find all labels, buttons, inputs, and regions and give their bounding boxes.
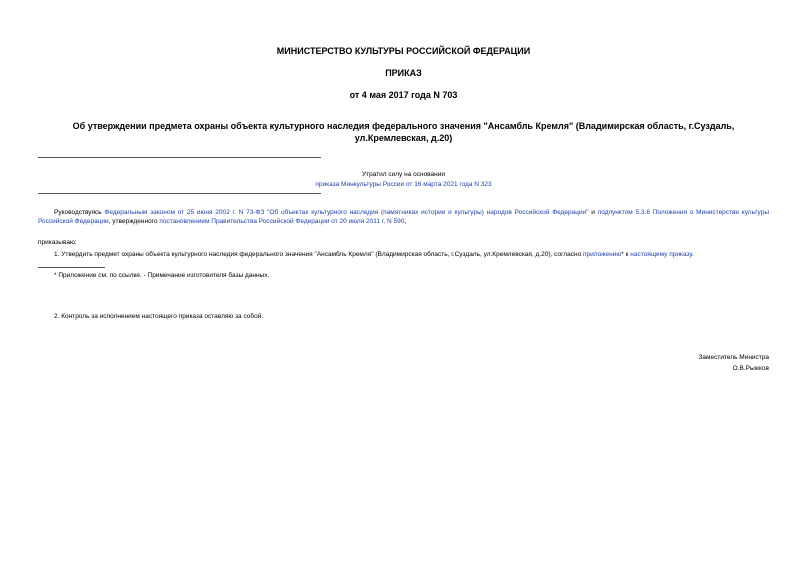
document-type: ПРИКАЗ xyxy=(385,68,422,78)
government-decree-link[interactable]: постановлением Правительства Российской Федерации от 20 июля 2011 г. N 590 xyxy=(159,218,405,225)
preamble-paragraph xyxy=(38,208,769,226)
preamble-text-3: , утвержденного xyxy=(108,218,160,225)
document-title: Об утверждении предмета охраны объекта культурного наследия федерального значения "Ансамбль Кремля" (Владимирская область, г.Суздаль, ул.Кремлевская, д.20) xyxy=(72,121,735,143)
item-1-mid: к xyxy=(623,251,631,258)
document-date-number: от 4 мая 2017 года N 703 xyxy=(349,90,458,100)
this-order-link[interactable]: настоящему приказу xyxy=(630,251,693,258)
preamble-text-1: Руководствуясь xyxy=(54,209,105,216)
status-note-link[interactable]: приказа Минкультуры России от 16 марта 2021 года N 323 xyxy=(315,181,492,188)
item-1-end: . xyxy=(692,251,694,258)
status-note-text: Утратил силу на основании xyxy=(361,171,446,178)
order-item-1 xyxy=(54,250,769,259)
footnote-mark: * xyxy=(621,251,624,258)
order-item-2: 2. Контроль за исполнением настоящего приказа оставляю за собой. xyxy=(54,313,264,320)
divider-top xyxy=(38,157,321,158)
signature-name: О.В.Рыжков xyxy=(732,365,769,372)
divider-bottom xyxy=(38,193,321,194)
appendix-link[interactable]: приложению xyxy=(583,251,622,258)
federal-law-link[interactable]: Федеральным законом от 25 июня 2002 г. N 73-ФЗ "Об объектах культурного наследия (памятниках истории и культуры) народов Российской Федерации" xyxy=(104,209,589,216)
footnote-text: * Приложение см. по ссылке. - Примечание изготовителя базы данных. xyxy=(54,272,270,279)
signature-position: Заместитель Министра xyxy=(698,354,769,361)
footnote-divider xyxy=(38,267,105,268)
ministry-name: МИНИСТЕРСТВО КУЛЬТУРЫ РОССИЙСКОЙ ФЕДЕРАЦИИ xyxy=(276,46,531,56)
item-1-text: 1. Утвердить предмет охраны объекта культурного наследия федерального значения "Ансамбль Кремля" (Владимирская область, г.Суздаль, ул.Кремлевская, д.20), согласно xyxy=(54,251,583,258)
preamble-text-2: и xyxy=(588,209,598,216)
regulation-subpoint-link[interactable]: подпунктом 5.3.6 Положения о Министерстве культуры Российской Федерации xyxy=(38,209,769,225)
order-word: приказываю: xyxy=(38,239,77,246)
preamble-text-4: , xyxy=(404,218,407,225)
